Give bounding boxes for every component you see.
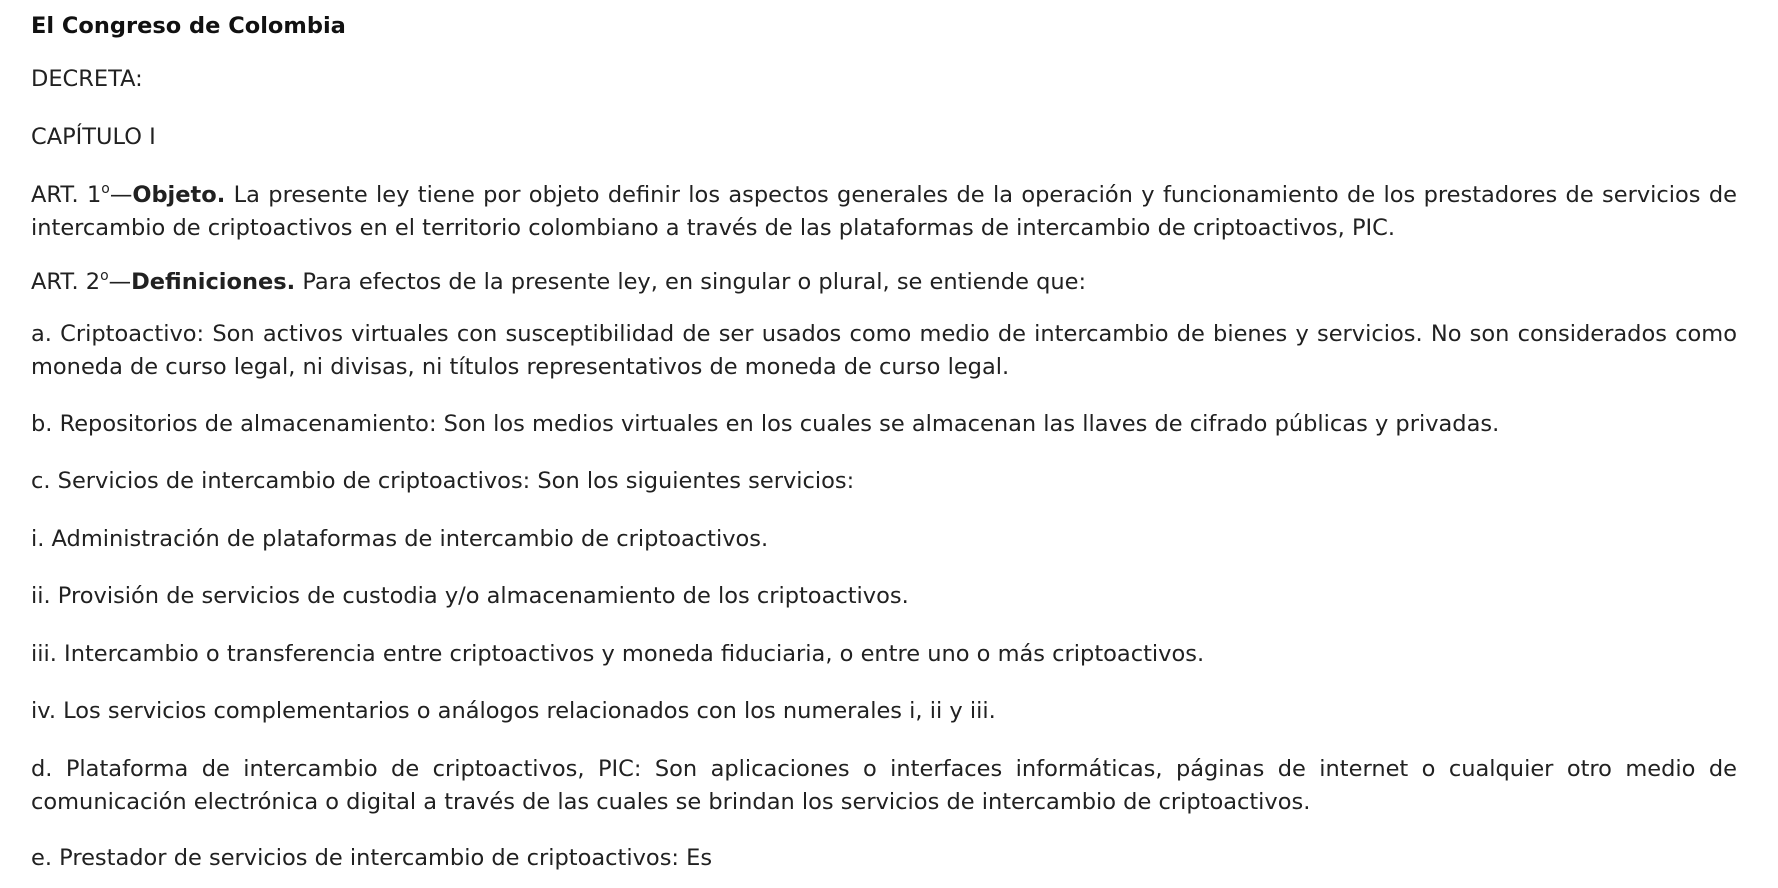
service-item-iv: iv. Los servicios complementarios o análogos relacionados con los numerales i, ii y iii. <box>31 698 996 724</box>
article-1-title: Objeto. <box>132 182 226 208</box>
article-2-title: Definiciones. <box>131 269 296 295</box>
service-item-iii: iii. Intercambio o transferencia entre criptoactivos y moneda fiduciaria, o entre uno o más criptoactivos. <box>31 641 1205 667</box>
article-1 <box>31 179 1737 245</box>
article-2-dash: — <box>108 269 132 295</box>
definition-d: d. Plataforma de intercambio de criptoactivos, PIC: Son aplicaciones o interfaces informáticas, páginas de internet o cualquier otro medio de comunicación electrónica o digital a través de las cuales se brindan los servicios de intercambio de criptoactivos. <box>31 756 1737 815</box>
article-1-number: ART. 1 <box>31 182 102 208</box>
document-heading: El Congreso de Colombia <box>31 13 346 39</box>
article-1-text: La presente ley tiene por objeto definir los aspectos generales de la operación y funcionamiento de los prestadores de servicios de intercambio de criptoactivos en el territorio colombiano a través de las plataformas de intercambio de criptoactivos, PIC. <box>31 182 1737 241</box>
service-item-ii: ii. Provisión de servicios de custodia y/o almacenamiento de los criptoactivos. <box>31 583 909 609</box>
service-item-i: i. Administración de plataformas de intercambio de criptoactivos. <box>31 526 769 552</box>
decreta-label: DECRETA: <box>31 66 143 92</box>
article-2-text: Para efectos de la presente ley, en singular o plural, se entiende que: <box>295 269 1087 295</box>
definition-c: c. Servicios de intercambio de criptoactivos: Son los siguientes servicios: <box>31 468 855 494</box>
definition-e: e. Prestador de servicios de intercambio de criptoactivos: Es <box>31 845 713 871</box>
article-2-number: ART. 2 <box>31 269 101 295</box>
definition-a: a. Criptoactivo: Son activos virtuales con susceptibilidad de ser usados como medio de intercambio de bienes y servicios. No son considerados como moneda de curso legal, ni divisas, ni títulos representativos de moneda de curso legal. <box>31 321 1737 380</box>
article-2-ordinal: o <box>100 267 109 284</box>
chapter-title: CAPÍTULO I <box>31 124 156 150</box>
article-1-ordinal: o <box>101 180 110 197</box>
definition-b: b. Repositorios de almacenamiento: Son los medios virtuales en los cuales se almacenan las llaves de cifrado públicas y privadas. <box>31 411 1500 437</box>
article-1-dash: — <box>109 182 133 208</box>
article-2 <box>31 266 1737 299</box>
